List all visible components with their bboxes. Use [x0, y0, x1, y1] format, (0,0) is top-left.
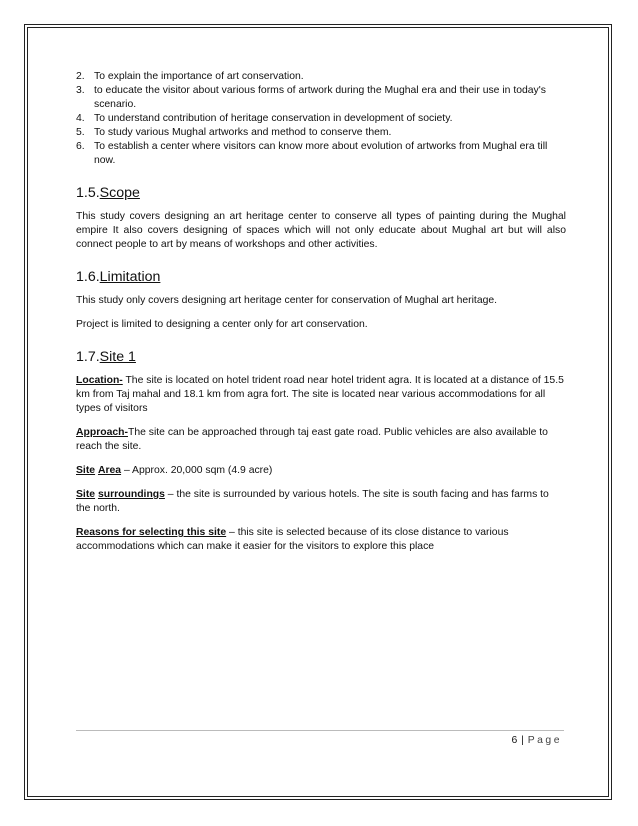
list-item-text: To study various Mughal artworks and method to conserve them.	[94, 127, 392, 138]
reasons-paragraph	[76, 526, 566, 554]
site-area-text: – Approx. 20,000 sqm (4.9 acre)	[121, 465, 273, 476]
list-item-number: 5.	[76, 127, 85, 138]
page-content	[76, 70, 566, 564]
list-item-text: To establish a center where visitors can know more about evolution of artworks from Mughal era till now.	[94, 141, 548, 166]
reasons-text: – this site is selected because of its close distance to various accommodations which can make it easier for the visitors to explore this place	[76, 527, 509, 552]
limitation-paragraph-1: This study only covers designing art heritage center for conservation of Mughal art heritage.	[76, 295, 498, 306]
page-number: 6	[511, 735, 518, 746]
limitation-heading	[76, 268, 566, 286]
approach-paragraph	[76, 426, 566, 454]
list-item	[76, 140, 566, 168]
objectives-list	[76, 70, 566, 168]
site-surroundings-label-site: Site	[76, 489, 96, 500]
list-item-text: To explain the importance of art conservation.	[94, 71, 304, 82]
limitation-title: Limitation	[99, 269, 161, 285]
footer-separator: |	[517, 735, 528, 746]
site-heading	[76, 348, 566, 366]
site-title: Site 1	[99, 349, 136, 365]
list-item-number: 2.	[76, 71, 85, 82]
location-paragraph	[76, 374, 566, 416]
page-label: Page	[527, 735, 562, 746]
approach-label: Approach-	[76, 427, 128, 438]
scope-number: 1.5.	[76, 185, 100, 201]
list-item	[76, 126, 566, 140]
list-item-number: 4.	[76, 113, 85, 124]
list-item-number: 3.	[76, 85, 85, 96]
reasons-label: Reasons for selecting this site	[76, 527, 227, 538]
list-item	[76, 84, 566, 112]
scope-paragraph: This study covers designing an art heritage center to conserve all types of painting during the Mughal empire It also covers designing of spaces which will not only educate about Mughal art but will also connect people to art by means of workshops and other activities.	[76, 211, 566, 250]
location-label: Location-	[76, 375, 123, 386]
scope-heading	[76, 184, 566, 202]
page-footer	[511, 735, 562, 746]
site-area-label-site: Site	[76, 465, 96, 476]
site-area-label-area: Area	[97, 465, 122, 476]
list-item-number: 6.	[76, 141, 85, 152]
site-number: 1.7.	[76, 349, 100, 365]
list-item	[76, 112, 566, 126]
limitation-number: 1.6.	[76, 269, 100, 285]
site-surroundings-text: – the site is surrounded by various hotels. The site is south facing and has farms to the north.	[76, 489, 549, 514]
site-surroundings-paragraph	[76, 488, 566, 516]
footer-divider	[76, 730, 564, 731]
site-area-paragraph	[76, 464, 566, 478]
site-surroundings-label: surroundings	[97, 489, 165, 500]
list-item	[76, 70, 566, 84]
list-item-text: To understand contribution of heritage conservation in development of society.	[94, 113, 453, 124]
list-item-text: to educate the visitor about various forms of artwork during the Mughal era and their use in today's scenario.	[94, 85, 546, 110]
approach-text: The site can be approached through taj east gate road. Public vehicles are also available to reach the site.	[76, 427, 548, 452]
location-text: The site is located on hotel trident road near hotel trident agra. It is located at a distance of 15.5 km from Taj mahal and 18.1 km from agra fort. The site is located near various accommodations for all types of visitors	[76, 375, 564, 414]
scope-title: Scope	[99, 185, 140, 201]
limitation-paragraph-2: Project is limited to designing a center only for art conservation.	[76, 319, 368, 330]
